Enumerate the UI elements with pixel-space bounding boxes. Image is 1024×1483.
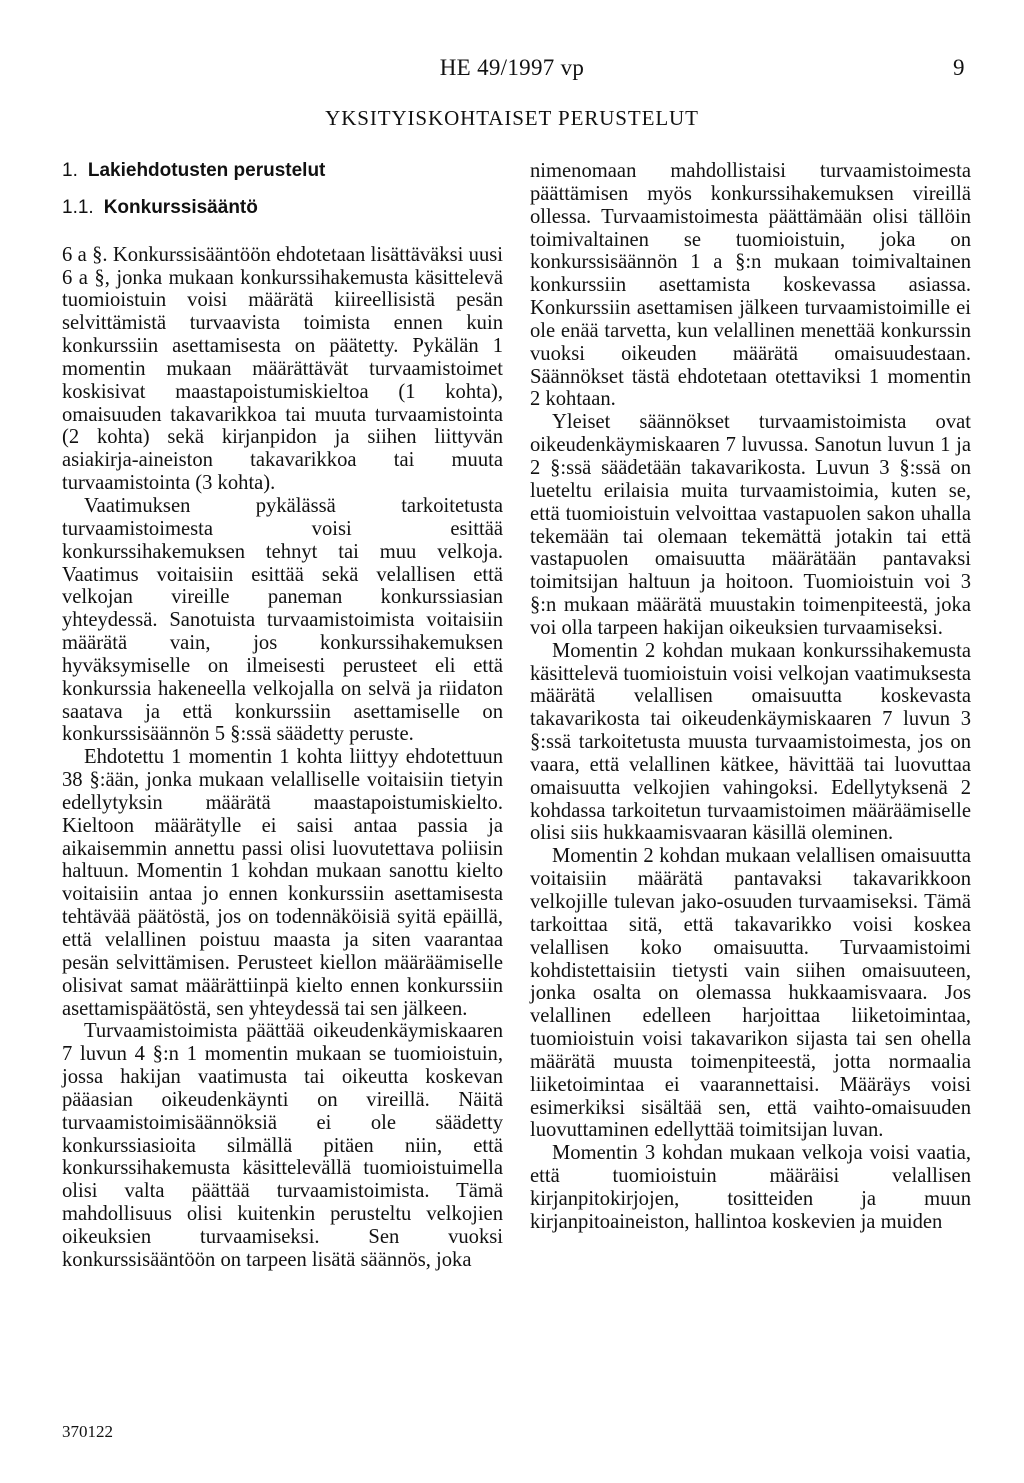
paragraph: Yleiset säännökset turvaamistoimista ovat oikeudenkäymiskaaren 7 luvussa. Sanotun luvun 1 ja 2 §:ssä säädetään takavarikosta. Luvun 3 §:ssä on lueteltu erilaisia muita turvaamistoimia, kuten se, että tuomioistuin velvoittaa vastapuolen sakon uhalla tekemään tai olemaan tekemättä jotakin tai että vastapuolen omaisuutta määrätään pantavaksi toimitsijan haltuun ja hoitoon. Tuomioistuin voi 3 §:n mukaan määrätä muustakin toimenpiteestä, joka voi olla tarpeen hakijan oikeuksien turvaamiseksi. [530, 411, 971, 639]
paragraph: 6 a §. Konkurssisääntöön ehdotetaan lisättäväksi uusi 6 a §, jonka mukaan konkurssihakemusta käsittelevä tuomioistuin voisi määrätä kiireellisistä pesän selvittämistä turvaavista toimista ennen kuin konkurssiin asettamisesta on päätetty. Pykälän 1 momentin mukaan määrättävät turvaamistoimet koskisivat maastapoistumiskieltoa (1 kohta), omaisuuden takavarikkoa tai muuta turvaamistointa (2 kohta) sekä kirjanpidon ja siihen liittyvän asiakirja-aineiston takavarikkoa tai muuta turvaamistointa (3 kohta). [62, 243, 503, 495]
paragraph: Momentin 2 kohdan mukaan velallisen omaisuutta voitaisiin määrätä pantavaksi takavarikkoon velkojille tulevan jako-osuuden turvaamiseksi. Tämä tarkoittaa sitä, että takavarikko voisi koskea velallisen koko omaisuutta. Turvaamistoimi kohdistettaisiin tietysti vain siihen omaisuuteen, jonka osalta on olemassa hukkaamisvaara. Jos velallinen edelleen harjoittaa liiketoimintaa, tuomioistuin voisi takavarikon sijasta tai sen ohella määrätä muusta toimenpiteestä, jotta normaalia liiketoimintaa ei vaarannettaisi. Määräys voisi esimerkiksi sisältää sen, että vaihto-omaisuuden luovuttaminen edellyttää toimitsijan luvan. [530, 845, 971, 1142]
paragraph: Vaatimuksen pykälässä tarkoitetusta turvaamistoimesta voisi esittää konkurssihakemuksen tehnyt tai muu velkoja. Vaatimus voitaisiin esittää sekä velallisen että velkojan vireille paneman konkurssiasian yhteydessä. Sanotuista turvaamistoimista voitaisiin määrätä vain, jos konkurssihakemuksen hyväksymiselle on ilmeisesti perusteet eli että konkurssia hakeneella velkojalla on selvä ja riidaton saatava ja että konkurssiin asettamiselle on konkurssisäännön 5 §:ssä säädetty peruste. [62, 494, 503, 746]
paragraph: Momentin 2 kohdan mukaan konkurssihakemusta käsittelevä tuomioistuin voisi velkojan vaatimuksesta määrätä velallisen omaisuutta koskevasta takavarikosta tai oikeudenkäymiskaaren 7 luvun 3 §:ssä tarkoitetusta muusta turvaamistoimesta, jos on vaara, että velallinen kätkee, hävittää tai luovuttaa omaisuutta velkojien vahingoksi. Edellytyksenä 2 kohdassa tarkoitetun turvaamistoimen määräämiselle olisi siis hukkaamisvaaran käsillä oleminen. [530, 639, 971, 845]
paragraph: nimenomaan mahdollistaisi turvaamistoimesta päättämisen myös konkurssihakemuksen vireillä ollessa. Turvaamistoimesta päättämään olisi tällöin toimivaltainen se tuomioistuin, joka on konkurssisäännön 1 a §:n mukaan toimivaltainen konkurssiin asettamista koskevassa asiassa. Konkurssiin asettamisen jälkeen turvaamistoimille ei ole enää tarvetta, kun velallinen menettää konkurssin vuoksi oikeuden määrätä omaisuudestaan. Säännökset tästä ehdotetaan otettaviksi 1 momentin 2 kohtaan. [530, 160, 971, 411]
heading-1 [62, 160, 503, 183]
heading-2-number: 1.1. [62, 196, 94, 218]
heading-1-number: 1. [62, 160, 78, 181]
paragraph: Turvaamistoimista päättää oikeudenkäymiskaaren 7 luvun 4 §:n 1 momentin mukaan se tuomioistuin, jossa hakijan vaatimusta tai oikeutta koskevan pääasian oikeudenkäynti on vireillä. Näitä turvaamistoimisäännöksiä ei ole säädetty konkurssiasioita silmällä pitäen niin, että konkurssihakemusta käsittelevällä tuomioistuimella olisi valta päättää turvaamistoimista. Tämä mahdollisuus olisi kuitenkin perusteltu velkojien oikeuksien turvaamiseksi. Sen vuoksi konkurssisääntöön on tarpeen lisätä säännös, joka [62, 1020, 503, 1271]
document-id: HE 49/1997 vp [439, 55, 585, 80]
page-number: 9 [953, 55, 965, 80]
heading-2-text: Konkurssisääntö [103, 196, 258, 218]
paragraph: Momentin 3 kohdan mukaan velkoja voisi vaatia, että tuomioistuin määräisi velallisen kirjanpitokirjojen, tositteiden ja muun kirjanpitoaineiston, hallintoa koskevien ja muiden [530, 1142, 971, 1233]
right-column [530, 160, 971, 1234]
heading-2 [62, 197, 503, 220]
paragraph: Ehdotettu 1 momentin 1 kohta liittyy ehdotettuun 38 §:ään, jonka mukaan velalliselle voitaisiin tietyin edellytyksin määrätä maastapoistumiskielto. Kieltoon määrätylle ei saisi antaa passia ja aikaisemmin annettu passi olisi luovutettava poliisin haltuun. Momentin 1 kohdan mukaan sanottu kielto voitaisiin antaa jo ennen konkurssiin asettamisesta tehtävää päätöstä, jos on todennäköisiä syitä epäillä, että velallinen poistuu maasta ja siten vaarantaa pesän selvittämisen. Perusteet kiellon määräämiselle olisivat samat määrättiinpä kielto ennen konkurssiin asettamispäätöstä, sen yhteydessä tai sen jälkeen. [62, 746, 503, 1020]
left-column [62, 160, 503, 1272]
footer-code: 370122 [62, 1422, 113, 1441]
section-title: YKSITYISKOHTAISET PERUSTELUT [325, 106, 699, 130]
heading-1-text: Lakiehdotusten perustelut [87, 160, 326, 181]
